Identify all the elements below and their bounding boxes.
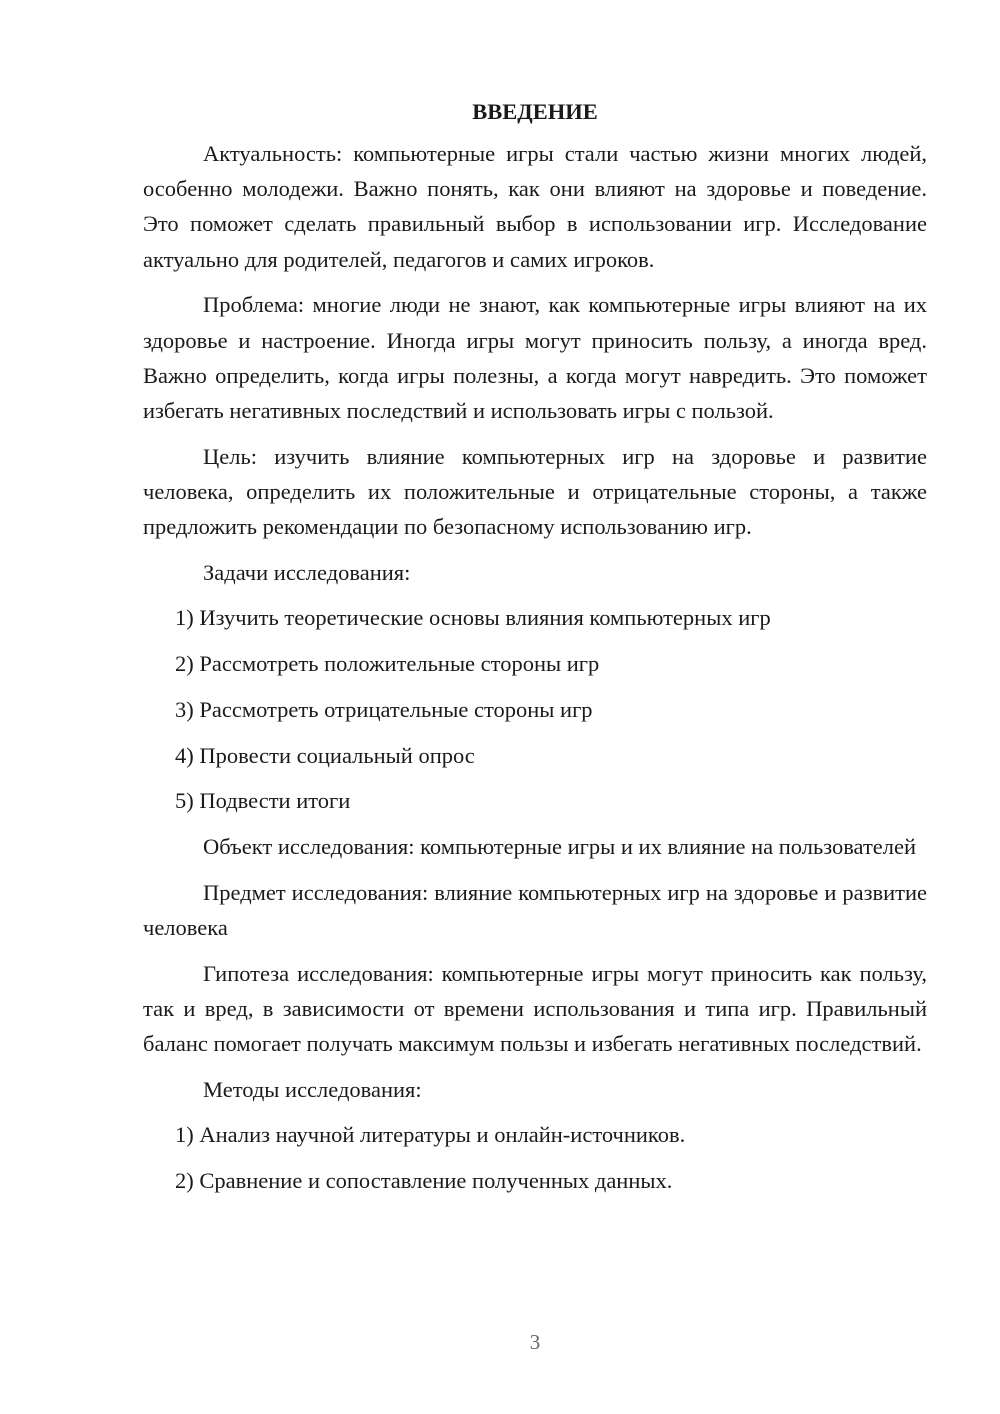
goal-paragraph: Цель: изучить влияние компьютерных игр на здоровье и развитие человека, определить их положительные и отрицательные стороны, а также предложить рекомендации по безопасному использованию игр.: [143, 443, 927, 540]
methods-label: Методы исследования:: [203, 1076, 422, 1102]
method-item: 1) Анализ научной литературы и онлайн-источников.: [175, 1122, 686, 1148]
section-heading: ВВЕДЕНИЕ: [472, 99, 598, 124]
task-item: 3) Рассмотреть отрицательные стороны игр: [175, 696, 593, 722]
page-content: [143, 92, 927, 1209]
task-item: 2) Рассмотреть положительные стороны игр: [175, 651, 600, 677]
task-item: 1) Изучить теоретические основы влияния компьютерных игр: [175, 605, 771, 631]
object-paragraph: Объект исследования: компьютерные игры и их влияние на пользователей: [203, 833, 917, 859]
hypothesis-paragraph: Гипотеза исследования: компьютерные игры могут приносить как пользу, так и вред, в зависимости от времени использования и типа игр. Правильный баланс помогает получать максимум пользы и избегать негативных последствий.: [143, 960, 927, 1056]
task-item: 4) Провести социальный опрос: [175, 742, 475, 768]
relevance-paragraph: Актуальность: компьютерные игры стали частью жизни многих людей, особенно молодежи. Важно понять, как они влияют на здоровье и поведение. Это поможет сделать правильный выбор в использовании игр. Исследование актуально для родителей, педагогов и самих игроков.: [143, 141, 927, 272]
page-number: 3: [529, 1330, 541, 1354]
methods-list: [143, 1117, 927, 1198]
tasks-label: Задачи исследования:: [203, 559, 411, 585]
method-item: 2) Сравнение и сопоставление полученных данных.: [175, 1168, 673, 1194]
task-item: 5) Подвести итоги: [175, 788, 351, 814]
tasks-list: [143, 600, 927, 818]
subject-paragraph: Предмет исследования: влияние компьютерных игр на здоровье и развитие человека: [143, 879, 927, 940]
problem-paragraph: Проблема: многие люди не знают, как компьютерные игры влияют на их здоровье и настроение. Иногда игры могут приносить пользу, а иногда вред. Важно определить, когда игры полезны, а когда могут навредить. Это поможет избегать негативных последствий и использовать игры с пользой.: [143, 292, 927, 423]
